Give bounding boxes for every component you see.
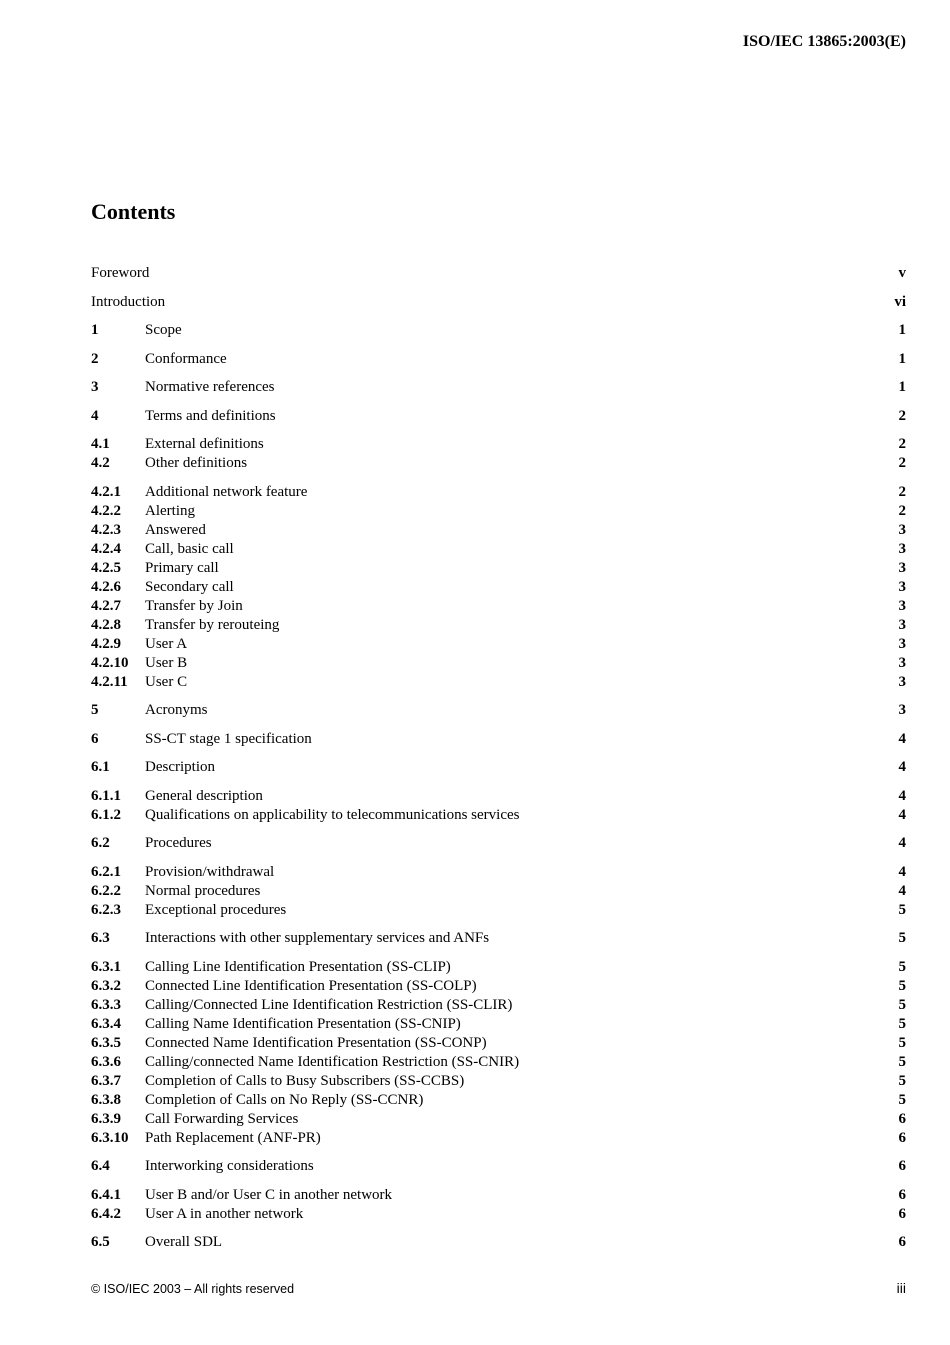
toc-entry-title: Additional network feature: [145, 484, 308, 500]
toc-entry-page: 5: [898, 1092, 906, 1108]
toc-entry-title: Primary call: [145, 560, 219, 576]
toc-entry-title: External definitions: [145, 436, 264, 452]
toc-entry-number: 6.2: [91, 835, 110, 851]
toc-entry-number: 6.3.4: [91, 1016, 121, 1032]
toc-entry-page: 1: [898, 379, 906, 395]
toc-entry-page: 3: [898, 702, 906, 718]
toc-entry-number: 4.2.2: [91, 503, 121, 519]
toc-entry[interactable]: [91, 977, 906, 996]
toc-entry-title: Path Replacement (ANF-PR): [145, 1130, 321, 1146]
toc-entry[interactable]: [91, 1205, 906, 1224]
toc-entry[interactable]: [91, 1186, 906, 1205]
toc-entry-page: 6: [898, 1158, 906, 1174]
toc-entry-number: 6.4: [91, 1158, 110, 1174]
toc-entry-page: 4: [898, 835, 906, 851]
toc-entry-title: Completion of Calls to Busy Subscribers (SS-CCBS): [145, 1073, 465, 1089]
toc-entry-title: Other definitions: [145, 455, 248, 471]
toc-entry-number: 6.2.1: [91, 864, 121, 880]
toc-entry-number: 6.1.1: [91, 788, 121, 804]
toc-entry[interactable]: [91, 1053, 906, 1072]
toc-entry-number: 4.2.11: [91, 674, 128, 690]
toc-entry[interactable]: [91, 834, 906, 853]
toc-entry-number: 6.4.2: [91, 1206, 121, 1222]
toc-entry-page: v: [898, 265, 906, 281]
toc-entry-number: 1: [91, 322, 99, 338]
toc-entry-title: Interactions with other supplementary services and ANFs: [145, 930, 490, 946]
toc-entry-title: Overall SDL: [145, 1234, 223, 1250]
toc-entry-number: 6.2.3: [91, 902, 121, 918]
toc-entry[interactable]: [91, 996, 906, 1015]
toc-entry-number: 6.3: [91, 930, 110, 946]
toc-entry-number: 6.3.1: [91, 959, 121, 975]
toc-entry[interactable]: [91, 863, 906, 882]
toc-entry[interactable]: [91, 350, 906, 369]
toc-entry-page: 5: [898, 978, 906, 994]
toc-entry-page: 5: [898, 930, 906, 946]
toc-entry[interactable]: [91, 1233, 906, 1252]
toc-entry[interactable]: [91, 407, 906, 426]
toc-entry-title: Alerting: [145, 503, 195, 519]
toc-entry[interactable]: [91, 1110, 906, 1129]
toc-entry-number: 6.3.10: [91, 1130, 129, 1146]
toc-entry-title: Connected Line Identification Presentation (SS-COLP): [145, 978, 477, 994]
toc-entry-page: 2: [898, 484, 906, 500]
toc-entry-number: 6.3.7: [91, 1073, 121, 1089]
toc-entry[interactable]: [91, 1072, 906, 1091]
toc-entry[interactable]: [91, 559, 906, 578]
toc-entry[interactable]: [91, 321, 906, 340]
toc-entry-page: 4: [898, 883, 906, 899]
page-title: Contents: [91, 199, 176, 224]
toc-entry[interactable]: [91, 578, 906, 597]
toc-entry-number: 4.2.1: [91, 484, 121, 500]
toc-entry-title: Conformance: [145, 351, 227, 367]
toc-entry[interactable]: [91, 806, 906, 825]
toc-entry[interactable]: [91, 1129, 906, 1148]
toc-entry-number: 6.3.3: [91, 997, 121, 1013]
toc-entry-title: Foreword: [91, 265, 150, 281]
toc-entry-title: Calling/Connected Line Identification Restriction (SS-CLIR): [145, 997, 513, 1013]
toc-entry-title: User A in another network: [145, 1206, 304, 1222]
toc-entry-title: Calling/connected Name Identification Restriction (SS-CNIR): [145, 1054, 520, 1070]
copyright-footer: © ISO/IEC 2003 – All rights reserved: [91, 1282, 295, 1296]
toc-entry-page: 3: [898, 617, 906, 633]
toc-entry-page: 6: [898, 1111, 906, 1127]
toc-entry-number: 4.2.8: [91, 617, 121, 633]
toc-entry[interactable]: [91, 454, 906, 473]
toc-entry[interactable]: [91, 958, 906, 977]
toc-entry[interactable]: [91, 264, 906, 283]
toc-entry-number: 6.3.5: [91, 1035, 121, 1051]
toc-entry-page: 1: [898, 351, 906, 367]
toc-entry-title: User A: [145, 636, 188, 652]
toc-entry-title: Calling Name Identification Presentation (SS-CNIP): [145, 1016, 461, 1032]
toc-entry-number: 6.4.1: [91, 1187, 121, 1203]
toc-entry-page: 5: [898, 902, 906, 918]
toc-entry-page: 1: [898, 322, 906, 338]
toc-entry[interactable]: [91, 435, 906, 454]
toc-entry-title: Exceptional procedures: [145, 902, 287, 918]
toc-entry-number: 4.2.9: [91, 636, 121, 652]
toc-entry-page: 4: [898, 759, 906, 775]
toc-entry-page: 3: [898, 636, 906, 652]
document-id-header: ISO/IEC 13865:2003(E): [742, 33, 906, 50]
toc-entry-title: Call, basic call: [145, 541, 234, 557]
toc-entry-number: 6.3.2: [91, 978, 121, 994]
toc-entry-title: Interworking considerations: [145, 1158, 314, 1174]
toc-entry-number: 4: [91, 408, 99, 424]
toc-entry-number: 4.2.10: [91, 655, 129, 671]
toc-entry-title: Secondary call: [145, 579, 234, 595]
toc-entry-number: 6.3.6: [91, 1054, 121, 1070]
toc-entry-page: 2: [898, 503, 906, 519]
toc-entry-title: General description: [145, 788, 263, 804]
toc-entry-page: 2: [898, 436, 906, 452]
toc-entry-page: 6: [898, 1234, 906, 1250]
toc-entry-page: 3: [898, 674, 906, 690]
toc-entry-number: 2: [91, 351, 99, 367]
toc-entry-page: 2: [898, 455, 906, 471]
toc-entry-title: Qualifications on applicability to telecommunications services: [145, 807, 520, 823]
toc-entry-title: Procedures: [145, 835, 212, 851]
toc-entry-page: vi: [894, 294, 906, 310]
toc-entry[interactable]: [91, 521, 906, 540]
toc-entry-number: 5: [91, 702, 99, 718]
toc-entry-page: 3: [898, 560, 906, 576]
toc-entry-number: 6.5: [91, 1234, 110, 1250]
toc-entry-number: 6.3.9: [91, 1111, 121, 1127]
toc-entry[interactable]: [91, 1034, 906, 1053]
toc-entry-title: Calling Line Identification Presentation (SS-CLIP): [145, 959, 451, 975]
toc-entry[interactable]: [91, 787, 906, 806]
toc-entry[interactable]: [91, 378, 906, 397]
toc-entry-title: Transfer by Join: [145, 598, 243, 614]
toc-entry[interactable]: [91, 901, 906, 920]
toc-entry-title: Terms and definitions: [145, 408, 276, 424]
toc-entry[interactable]: [91, 1091, 906, 1110]
toc-entry[interactable]: [91, 882, 906, 901]
toc-entry-page: 6: [898, 1130, 906, 1146]
toc-entry-title: Call Forwarding Services: [145, 1111, 299, 1127]
toc-entry-number: 6.1.2: [91, 807, 121, 823]
toc-entry-number: 4.2: [91, 455, 110, 471]
toc-entry[interactable]: [91, 635, 906, 654]
toc-entry-title: Answered: [145, 522, 206, 538]
toc-entry-page: 6: [898, 1206, 906, 1222]
toc-entry-number: 4.2.3: [91, 522, 121, 538]
toc-entry[interactable]: [91, 654, 906, 673]
toc-entry-page: 4: [898, 807, 906, 823]
toc-entry[interactable]: [91, 616, 906, 635]
toc-entry[interactable]: [91, 929, 906, 948]
toc-entry[interactable]: [91, 540, 906, 559]
toc-entry-title: Transfer by rerouteing: [145, 617, 280, 633]
toc-entry-number: 4.2.4: [91, 541, 121, 557]
toc-entry-number: 6: [91, 731, 99, 747]
toc-entry-title: Acronyms: [145, 702, 208, 718]
toc-entry-number: 4.1: [91, 436, 110, 452]
toc-entry[interactable]: [91, 730, 906, 749]
toc-entry-page: 3: [898, 541, 906, 557]
toc-entry[interactable]: [91, 1015, 906, 1034]
toc-entry[interactable]: [91, 483, 906, 502]
toc-entry-page: 5: [898, 1073, 906, 1089]
toc-entry[interactable]: [91, 701, 906, 720]
toc-entry-number: 4.2.5: [91, 560, 121, 576]
toc-entry-page: 5: [898, 1016, 906, 1032]
toc-entry-page: 2: [898, 408, 906, 424]
toc-entry-title: User B and/or User C in another network: [145, 1187, 393, 1203]
toc-entry-page: 6: [898, 1187, 906, 1203]
toc-entry-title: Description: [145, 759, 215, 775]
toc-entry-title: Normal procedures: [145, 883, 261, 899]
toc-entry-page: 4: [898, 788, 906, 804]
toc-entry-title: Completion of Calls on No Reply (SS-CCNR): [145, 1092, 424, 1108]
page-number: iii: [896, 1280, 906, 1296]
toc-entry-page: 5: [898, 959, 906, 975]
toc-entry[interactable]: [91, 502, 906, 521]
toc-entry-title: Introduction: [91, 294, 166, 310]
toc-entry-page: 4: [898, 731, 906, 747]
toc-entry[interactable]: [91, 1157, 906, 1176]
toc-entry-title: User C: [145, 674, 188, 690]
toc-entry-title: Provision/withdrawal: [145, 864, 275, 880]
toc-entry-number: 4.2.7: [91, 598, 121, 614]
toc-entry-page: 4: [898, 864, 906, 880]
toc-entry-title: Scope: [145, 322, 182, 338]
toc-entry-page: 3: [898, 522, 906, 538]
toc-entry-number: 3: [91, 379, 99, 395]
toc-entry-number: 4.2.6: [91, 579, 121, 595]
toc-entry-title: SS-CT stage 1 specification: [145, 731, 312, 747]
toc-entry-page: 5: [898, 1054, 906, 1070]
toc-entry-title: User B: [145, 655, 188, 671]
toc-entry[interactable]: [91, 293, 906, 312]
toc-entry-number: 6.3.8: [91, 1092, 121, 1108]
toc-entry-page: 3: [898, 579, 906, 595]
toc-entry-page: 3: [898, 598, 906, 614]
toc-entry-page: 5: [898, 997, 906, 1013]
toc-entry[interactable]: [91, 758, 906, 777]
toc-entry-number: 6.1: [91, 759, 110, 775]
toc-entry-number: 6.2.2: [91, 883, 121, 899]
toc-entry-title: Normative references: [145, 379, 275, 395]
toc-entry-page: 3: [898, 655, 906, 671]
toc-entry-page: 5: [898, 1035, 906, 1051]
toc-entry[interactable]: [91, 673, 906, 692]
toc-entry[interactable]: [91, 597, 906, 616]
toc-entry-title: Connected Name Identification Presentation (SS-CONP): [145, 1035, 487, 1051]
